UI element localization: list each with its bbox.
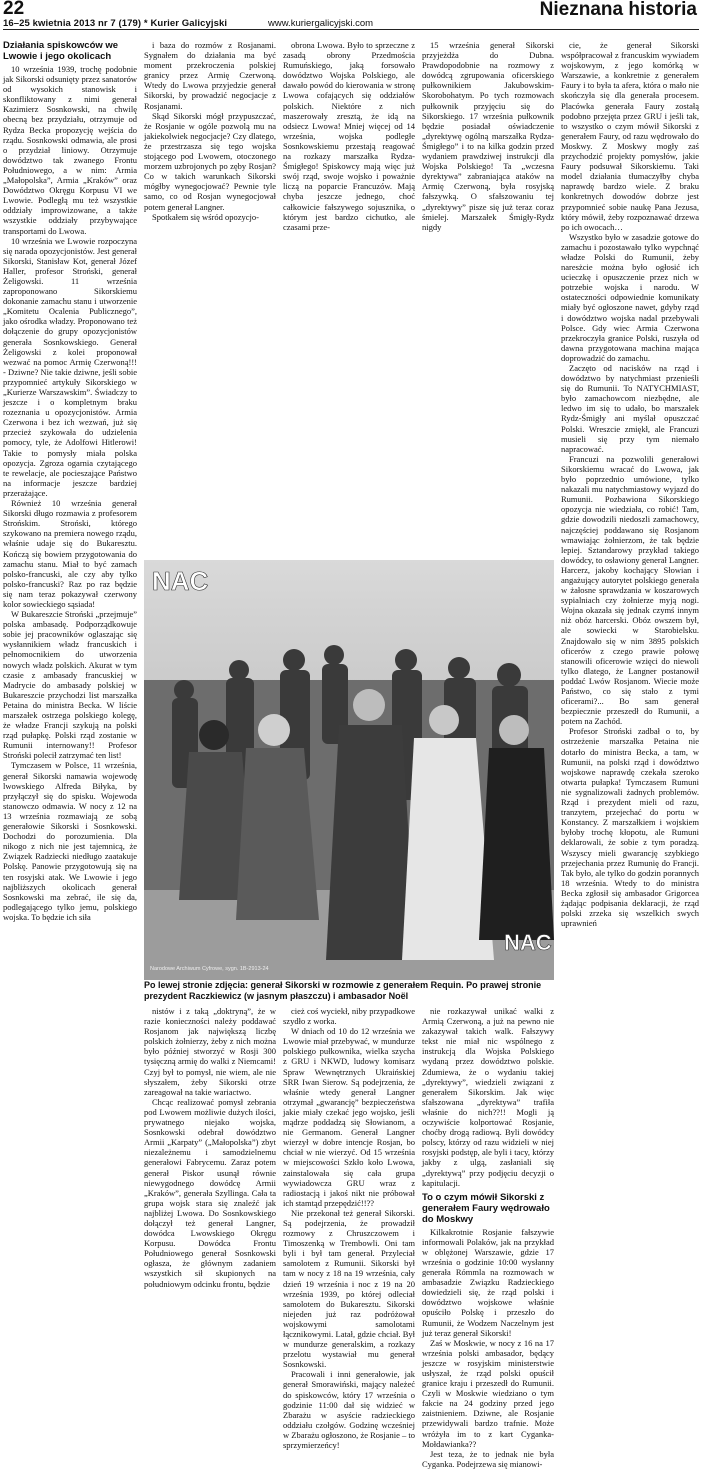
section-title: Nieznana historia xyxy=(539,0,697,20)
paragraph: Zaczęto od nacisków na rząd i dowództwo by natychmiast przenieśli się do Rumunii. To NATYCHMIAST, było zamachowcom niezbędne, ale ledwo im się to udało, bo marszałek Rydz-Śmigły ani myślał opuszczać Polski. Wreszcie zmiękł, ale Francuzi musieli się przy tym niemało napracować. xyxy=(561,363,699,454)
article-column-4-top xyxy=(422,40,554,556)
paragraph: Jest teza, że to jednak nie była Cyganka. Podejrzewa się mianowi- xyxy=(422,1448,554,1469)
column-4-after-text xyxy=(422,1227,554,1469)
paragraph: Pracowali i inni generałowie, jak generał Smorawiński, mający należeć do spiskowców, który 17 września o godzinie 11:00 dał się widzieć w Zbarażu w asyście radzieckiego oddziału czołgów. Godzinę wcześniej w Zbarażu ogłoszono, że Rosjanie – to sprzymierzeńcy! xyxy=(283,1369,415,1451)
photo-illustration xyxy=(144,560,554,980)
column-1-text xyxy=(3,64,137,922)
column-5-text xyxy=(561,40,699,928)
article-column-5 xyxy=(561,40,699,1102)
column-2-top-text xyxy=(144,40,276,222)
column-4-bottom-text xyxy=(422,1006,554,1188)
website-link[interactable]: www.kuriergalicyjski.com xyxy=(268,18,374,29)
paragraph: cie, że generał Sikorski współpracował z francuskim wywiadem wojskowym, z jego komórką w Warszawie, a konkretnie z generałem Faury i to była ta afera, która o mało nie skończyła się dla generała procesem. Placówka generała Faury zostałą podobno przejęta przez GRU i jeśli tak, to wszystko o czym mówił Sikorski z generałem Faury, od razu wędrowało do Moskwy. Z Moskwy mogły zaś przychodzić projekty pomysłów, jakie Faury podsuwał Sikorskiemu. Taki model działania tłumaczyłby chyba naprawdę bardzo wiele. Z braku konkretnych dowodów dobrze jest przypomnieć sobie naukę Pana Jezusa, który mówił, żeby rozpoznawać drzewa po ich owocach… xyxy=(561,40,699,232)
archive-logo-top: NAC xyxy=(152,566,209,596)
paragraph: W Bukareszcie Stroński „przejmuje” polska ambasadę. Podporządkowuje sobie jej pracowników oglaszając się wysłannikiem władz francuskich i pełnomocnikiem do utworzenia nowych władz polskich. Akurat w tym czasie z ambasady francuskiej w Madrycie do ambasady polskiej w Bukareszcie przychodzi list marszałka Petaina do ministra Becka. W liście marszałek ostrzega polskiego kolegę, że władze Francji szykują na polski rząd pułapkę. Polski rząd zostanie w Rumunii internowany!! Profesor Stroński polecił zatrzymać ten list! xyxy=(3,609,137,761)
paragraph: Zaś w Moskwie, w nocy z 16 na 17 września polski ambasador, będący jeszcze w rosyjskim ministerstwie usłyszał, że rząd polski opuścił granice kraju i przeszedł do Rumunii. Czyli w Moskwie wiedziano o tym fakcie na 24 godziny przed jego zaistnieniem. Dziwne, ale Rosjanie przewidywali bardzo trafnie. Może wróżyła im to z kart Cyganka-Mołdawianka?? xyxy=(422,1337,554,1449)
paragraph: cież coś wyciekł, niby przypadkowe szydło z worka. xyxy=(283,1006,415,1027)
paragraph: 15 września generał Sikorski przyjeżdża do Dubna. Prawdopodobnie na rozmowy z dowódcą zgrupowania oficerskiego pułkownikiem Jakubowskim-Skorobohatym. Po tych rozmowach pułkownik przyjęciu się do Sikorskiego. 17 września pułkownik będzie posiadał oświadczenie „dyrektywę ogólną marszałka Rydza-Śmigłego” i to na kilka godzin przed wydaniem prawdziwej instrukcji dla Wojska Polskiego! Ta „wczesna dyrektywa” zabraniająca ataków na Armię Czerwoną, była rosyjską fałszywką. O sfałszowaniu tej „dyrektywy” pisze się już teraz coraz śmielej. Marszałek Śmigły-Rydz nigdy xyxy=(422,40,554,232)
paragraph: nie rozkazywał unikać walki z Armią Czerwoną, a już na pewno nie zakazywał takich walk. Fałszywy tekst nie miał nic wspólnego z instrukcją dla Wojska Polskiego wydaną przez dowództwo polskie. Zdumiewa, że o wydaniu takiej „dyrektywy”, wiedzieli związani z generałem Sikorskim. Jak więc sfałszowana „dyrektywa” trafiła właśnie do nich??!! Mogli ją oczywiście kolportować Rosjanie, choćby drogą radiową. Byli dowódcy polscy, którzy od razu widzieli w niej rosyjski podstęp, ale byli i tacy, którzy jakby z ulgą, zasłaniali się „dyrektywą” przy podjęciu decyzji o kapitulacji. xyxy=(422,1006,554,1188)
article-column-3-top xyxy=(283,40,415,556)
article-column-2-top xyxy=(144,40,276,556)
article-title: Działania spiskowców we Lwowie i jego okolicach xyxy=(3,40,119,62)
photo-credit: Narodowe Archiwum Cyfrowe, sygn. 1B-2913-24 xyxy=(150,966,269,972)
archive-logo-bottom: NAC xyxy=(504,930,552,955)
issue-info: 16–25 kwietnia 2013 nr 7 (179) * Kurier Galicyjski xyxy=(3,18,228,29)
paragraph: 10 września 1939, trochę podobnie jak Sikorski odsunięty przez sanatorów od wysokich stanowisk i skonfliktowany z nimi generał Kazimierz Sosnkowski, na chwilę obecną bez przydziału, otrzymuje od Rydza Becka propozycję wejścia do rządu. Sosnkowski odmawia, ale prosi o przydział liniowy. Otrzymuje dowództwo tak zwanego Frontu Południowego, a w nim: Armia „Małopolska”, Armia „Kraków” oraz Dowództwo Okręgu Korpusu VI we Lwowie. Podległą mu też wszystkie oddziały improwizowane, a także wszystkie oddziały przybywające transportami do Lwowa. xyxy=(3,64,137,236)
paragraph: i baza do rozmów z Rosjanami. Sygnałem do działania ma być moment przekroczenia polskiej granicy przez Armię Czerwoną. Wtedy do Lwowa przyjedzie generał Sikorski, by prowadzić negocjacje z Rosjanami. xyxy=(144,40,276,111)
paragraph: Nie przekonał też generał Sikorski. Są podejrzenia, że prowadził rozmowy z Chruszczowem i Timoszenką w Trembowli. Oni tam byli i był tam generał. Przyleciał samolotem z Rumunii. Sikorski był tam w nocy z 18 na 19 września, cały dzień 19 września i noc z 19 na 20 września 1939, po której odleciał samolotem do Bukaresztu. Sikorski niejeden już raz podróżował wojskowymi samolotami łącznikowymi. Latał, gdzie chciał. Był w mundurze generalskim, a rozkazy przelotu wystawiał mu generał Sosnkowski. xyxy=(283,1207,415,1370)
paragraph: W dniach od 10 do 12 września we Lwowie miał przebywać, w mundurze polskiego pułkownika, wielka szycha z GRU i NKWD, ludowy komisarz Spraw Wewnętrznych Ukraińskiej SRR Iwan Sierow. Są podejrzenia, że właśnie wtedy generał Langner otrzymał „gwarancję” bezpieczeństwa jakie miały czekać jego wojsko, jeśli mądrze poddadzą się Słowianom, a nie Germanom. Generał Langner wierzył w dobre intencje Rosjan, bo chciał w nie wierzyć. Od 15 września w miejscowości Szkło koło Lwowa, zainstalowała się cała grupa wywiadowcza GRU wraz z radiostacją i jakoś nikt nie próbował ich stamtąd przepędzić!!?? xyxy=(283,1026,415,1208)
article-subheading: To o czym mówił Sikorski z generałem Faury wędrowało do Moskwy xyxy=(422,1191,550,1225)
historical-photo xyxy=(144,560,554,978)
paragraph: Francuzi na pozwolili generałowi Sikorskiemu wracać do Lwowa, jak było poprzednio umówione, tylko nakazali mu natychmiastowy wyjazd do Rumunii. Pozbawiona Sikorskiego opozycja nie wiedziała, co robić! Tam, gdzie dowodzili niedoszli zamachowcy, najczęściej poddawano się Rosjanom wmawiając żołnierzom, że tak będzie lepiej. Sztandarowy przykład takiego dowódcy, to osławiony generał Langner. Harcerz, jakoby kochający Słowian i angażujący autorytet polskiego generała w żałosne sprawdzania w koszarowych sypialniach czy żołnierze myją nogi. Wojna okazała się jednak czymś innym niż obóz harcerski. Obóz owszem był, ale sowiecki w Starobielsku. Znajdowało się w nim 3895 polskich oficerów z czego prawie połowę stanowili oficerowie wzięci do niewoli tylko dlatego, że Langner postanowił poddać Lwów Rosjanom. Wiecie może Państwo, co się stało z tymi oficerami?... Bo sam generał bezpiecznie przeszedł do Rumunii, a potem na Zachód. xyxy=(561,453,699,727)
page-header xyxy=(3,0,699,30)
paragraph: Kilkakrotnie Rosjanie fałszywie informowali Polaków, jak na przykład w oblężonej Warszawie, gdzie 17 września o godzinie 10:00 wysłanny generała Rómmla na rozmowach w ambasadzie Związku Radzieckiego dowiedzieli się, że rząd polski i dowództwo wojskowe właśnie opuściło Polskę i przeszło do Rumunii, że Wodzem Naczelnym jest już teraz generał Sikorski! xyxy=(422,1226,554,1338)
article-column-1 xyxy=(3,40,137,1102)
paragraph: Wszystko było w zasadzie gotowe do zamachu i pozostawało tylko wypchnąć władze Polski do Rumunii, żeby naresżcie można było ogłosić ich ucieczkę i opuszczenie przez nich w potrzebie wojska i narodu. W ostateczności odpowiednie komunikaty miały być ogłoszone nawet, gdyby rząd i dowództwo wojska nadal przebywali Polsce. Gdy wiec Armia Czerwona przekroczyła granice Polski, ruszyła od dawna przygotowana machina mająca doprowadzić do zamachu. xyxy=(561,231,699,363)
column-4-top-text xyxy=(422,40,554,232)
article-column-3-bottom xyxy=(283,1006,415,1451)
paragraph: obrona Lwowa. Było to sprzeczne z zasadą obrony Przedmościa Rumuńskiego, jaką forsowało dowództwo Wojska Polskiego, ale dawało powód do kierowania w stronę Lwowa cofających się oddziałów polskich. Niektóre z nich maszerowały zresztą, że idą na odsiecz Lwowa! Mniej więcej od 14 września, wojska podległe Sosnkowskiemu przestają reagować na rozkazy marszałka Rydza-Śmigłego! Spiskowcy mają więc już swój rząd, swoje wojsko i poważnie liczą na poparcie Francuzów. Mają chyba jeszcze jednego, choć całkowicie fałszywego sojusznika, o którym jest bardzo cichutko, ale czasami prze- xyxy=(283,40,415,232)
article-column-2-bottom xyxy=(144,1006,276,1289)
article-column-4-bottom xyxy=(422,1006,554,1469)
column-3-top-text xyxy=(283,40,415,232)
paragraph: Tymczasem w Polsce, 11 września, generał Sikorski namawia wojewodę lwowskiego Alfreda Biłyka, by przyłączył się do spisku. Wojewoda stanowczo odmawia. W nocy z 12 na 13 września rozmawiają ze sobą generałowie Sikorski i Sosnkowski. Dochodzi do porozumienia. Dla nikogo z nich nie jest tajemnicą, że Związek Radziecki niedługo zaatakuje Polskę. Panowie przygotowują się na ten rosyjski atak. We Lwowie i jego najbliższych okolicach generał Sosnkowski ma zebrać, ile się da, podlegającego tylko jemu, polskiego wojska. To będzie ich siła xyxy=(3,760,137,922)
page-number: 22 xyxy=(3,0,25,19)
column-3-bottom-text xyxy=(283,1006,415,1450)
paragraph: nistów i z taką „doktryną”, że w razie konieczności należy poddawać Rosjanom jak największą liczbę polskich żołnierzy, żeby z nich można było później stworzyć w Rosji 300 tysięczną armię do walki z Niemcami! Czyj był to pomysł, nie wiem, ale nie słyszałem, żeby Sikorski otrze zareagował na takie wariactwo. xyxy=(144,1006,276,1097)
paragraph: Skąd Sikorski mógł przypuszczać, że Rosjanie w ogóle pozwolą mu na jakiekolwiek negocjacje? Czy dlatego, że przestrzasza się tego wojska stojącego pod Lwowem, otoczonego morzem uzbrojonych po zęby Rosjan? Co w takich warunkach Sikorski mógłby wynegocjować? Pewnie tyle samo, co od Rosjan wynegocjował potem generał Langner. xyxy=(144,110,276,212)
paragraph: Również 10 września generał Sikorski długo rozmawia z profesorem Strońskim. Stroński, którego szykowano na premiera nowego rządu, właśnie udaje się do Bukaresztu. Kończą się bowiem przygotowania do zamachu stanu. Miał to być zamach polsko-francuski, ale czy aby tylko polsko-francuski? Raz po raz będzie się nam teraz pokazywał czerwony kolor sowieckiego sąsiada! xyxy=(3,498,137,609)
photo-caption: Po lewej stronie zdjęcia: generał Sikorski w rozmowie z generałem Requin. Po prawej stronie prezydent Raczkiewicz (w jasnym płaszczu) i ambasador Noël xyxy=(144,980,542,1001)
paragraph: 10 września we Lwowie rozpoczyna się narada opozycjonistów. Jest generał Sikorski, Stanisław Kot, generał Józef Haller, profesor Stroński, generał Żeligowski. 11 września zaproponowano Sikorskiemu dokonanie zamachu stanu i utworzenie „Komitetu Ocalenia Publicznego”, jako ośrodka władzy. Proponowano też dołączenie do grupy opozycjonistów generała Sosnkowskiego. Generał Żeligowski z kolei proponował wezwać na pomoc Armię Czerwoną!!! - Dziwne? Nie takie dziwne, jeśli sobie przypomnieć artykuły Sikorskiego w „Kurierze Warszawskim”. Świadczy to jeszcze i o kompletnym braku rozeznania u opozycjonistów. Armia Czerwona i bez ich wezwań, już się przecież szykowała do udzielenia pomocy, tyle, że Adolfowi Hitlerowi! Takie to pomysły miała polska opozycja. Zgroza ogarnia czytającego te rewelacje, ale pocieszające Państwo na informacje jeszcze bardziej przerażające. xyxy=(3,235,137,498)
paragraph: Chcąc realizować pomysł zebrania pod Lwowem możliwie dużych ilości, prywatnego niejako wojska, Sosnkowski odebrał dowództwo Armii „Karpaty” („Małopolska”) zbyt niezależnemu i samodzielnemu generałowi Fabrycemu. Zaraz potem generał Piskor usunął równie niewygodnego dowódcę Armii „Kraków”, generała Szyllinga. Cała ta grupa wojsk stara się znaleźć jak najbliżej Lwowa. Do Sosnkowskiego dołączył też generał Langner, dowódca Lwowskiego Okręgu Korpusu. Dowódca Frontu Południowego generał Sosnkowski ogłasza, że głównym zadaniem wszystkich sił skupionych na południowym odcinku frontu, będzie xyxy=(144,1096,276,1289)
paragraph: Spotkałem się wśród opozycjo- xyxy=(152,211,259,222)
paragraph: Profesor Stroński zadbał o to, by ostrzeżenie marszałka Petaina nie dotarło do ministra Becka, a tam, w Rumunii, na polski rząd i dowództwo wojskowe naprawdę czekała szeroko otwarta pułapka! Tymczasem Rumuni nie sygnalizowali żadnych problemów. Rząd i prezydent mieli od razu, tranzytem, przejechać do portu w Konstancy. Z marszałkiem i wojskiem byłoby trochę kłopotu, ale Rumuni deklarowali, że sobie z tym poradzą. Wszyscy mieli gwarancję szybkiego przejechania przez Rumunię do Francji. Tak było, ale tylko do godzin porannych 18 września. Wtedy to do ministra Becka zgłosił się ambasador Grigorcea żądając podpisania deklaracji, że rząd polski zrzeka się wszelkich swych uprawnień xyxy=(561,726,699,929)
column-2-bottom-text xyxy=(144,1006,276,1289)
